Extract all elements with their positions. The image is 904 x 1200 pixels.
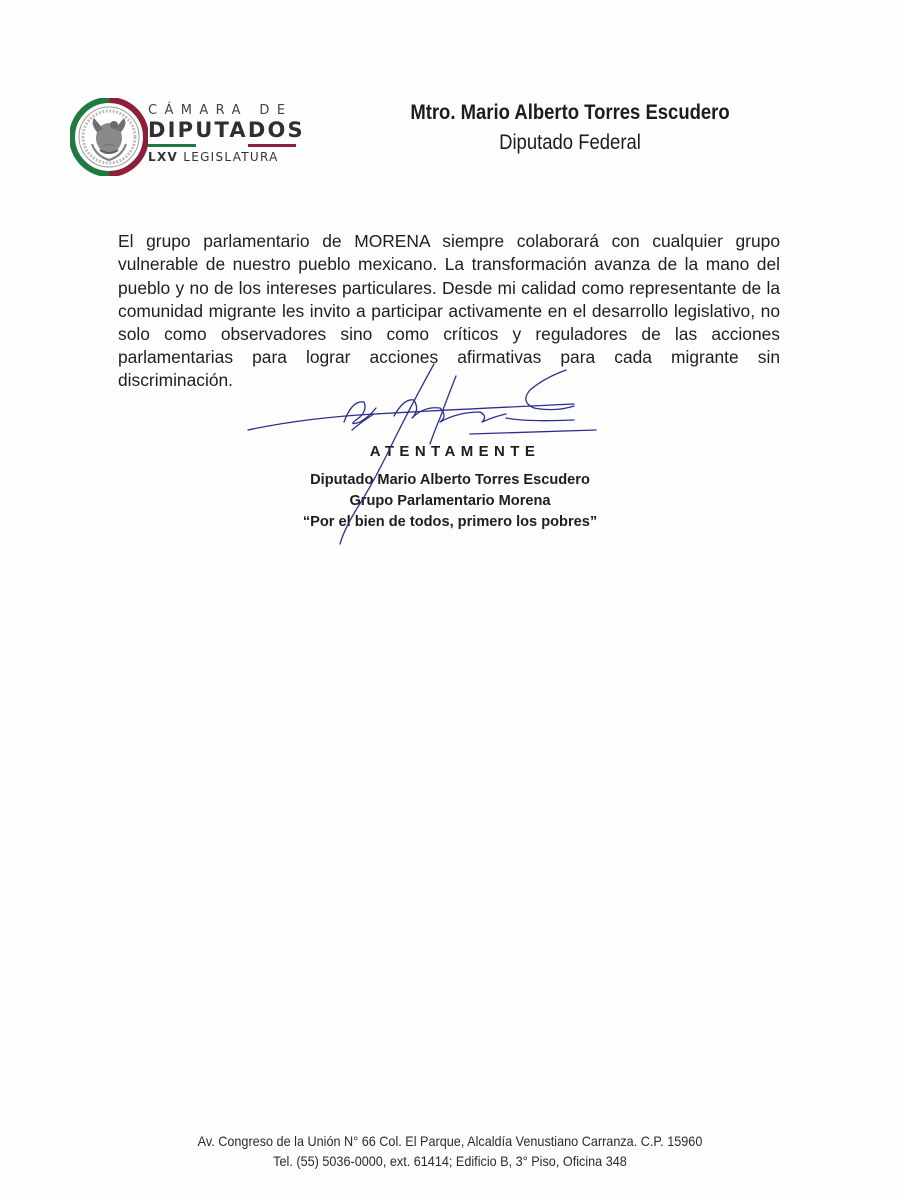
footer-contact: Tel. (55) 5036-0000, ext. 61414; Edificio B, 3° Piso, Oficina 348 xyxy=(273,1154,627,1169)
mexican-eagle-seal-icon xyxy=(70,98,148,176)
footer-address: Av. Congreso de la Unión N° 66 Col. El Parque, Alcaldía Venustiano Carranza. C.P. 15960 xyxy=(197,1134,703,1149)
logo-wordmark xyxy=(148,104,308,165)
logo-legislatura-number: LXV xyxy=(148,150,179,164)
letter-body-paragraph: El grupo parlamentario de MORENA siempre colaborará con cualquier grupo vulnerable de nuestro pueblo mexicano. La transformación avanza de la mano del pueblo y no de los intereses particulares. Desde mi calidad como representante de la comunidad migrante les invito a participar activamente en el desarrollo legislativo, no solo como observadores sino como críticos y reguladores de las acciones parlamentarias para lograr acciones afirmativas para cada migrante sin discriminación. xyxy=(118,231,780,390)
camara-de-diputados-logo xyxy=(70,98,310,178)
logo-legislatura xyxy=(148,149,308,165)
logo-diputados: DIPUTADOS xyxy=(148,118,305,142)
letterhead-footer xyxy=(143,1132,757,1172)
closing-block xyxy=(230,440,670,533)
deputy-role-heading: Diputado Federal xyxy=(499,131,641,154)
deputy-name-heading: Mtro. Mario Alberto Torres Escudero xyxy=(410,101,730,124)
logo-legislatura-word: LEGISLATURA xyxy=(178,150,279,164)
logo-tricolor-rule xyxy=(148,144,296,147)
closing-signer-name: Diputado Mario Alberto Torres Escudero xyxy=(310,472,590,488)
closing-motto: “Por el bien de todos, primero los pobres” xyxy=(302,514,598,530)
closing-salutation: ATENTAMENTE xyxy=(369,443,541,460)
logo-camara-de: CÁMARA DE xyxy=(148,103,293,118)
closing-parliamentary-group: Grupo Parlamentario Morena xyxy=(349,493,551,509)
